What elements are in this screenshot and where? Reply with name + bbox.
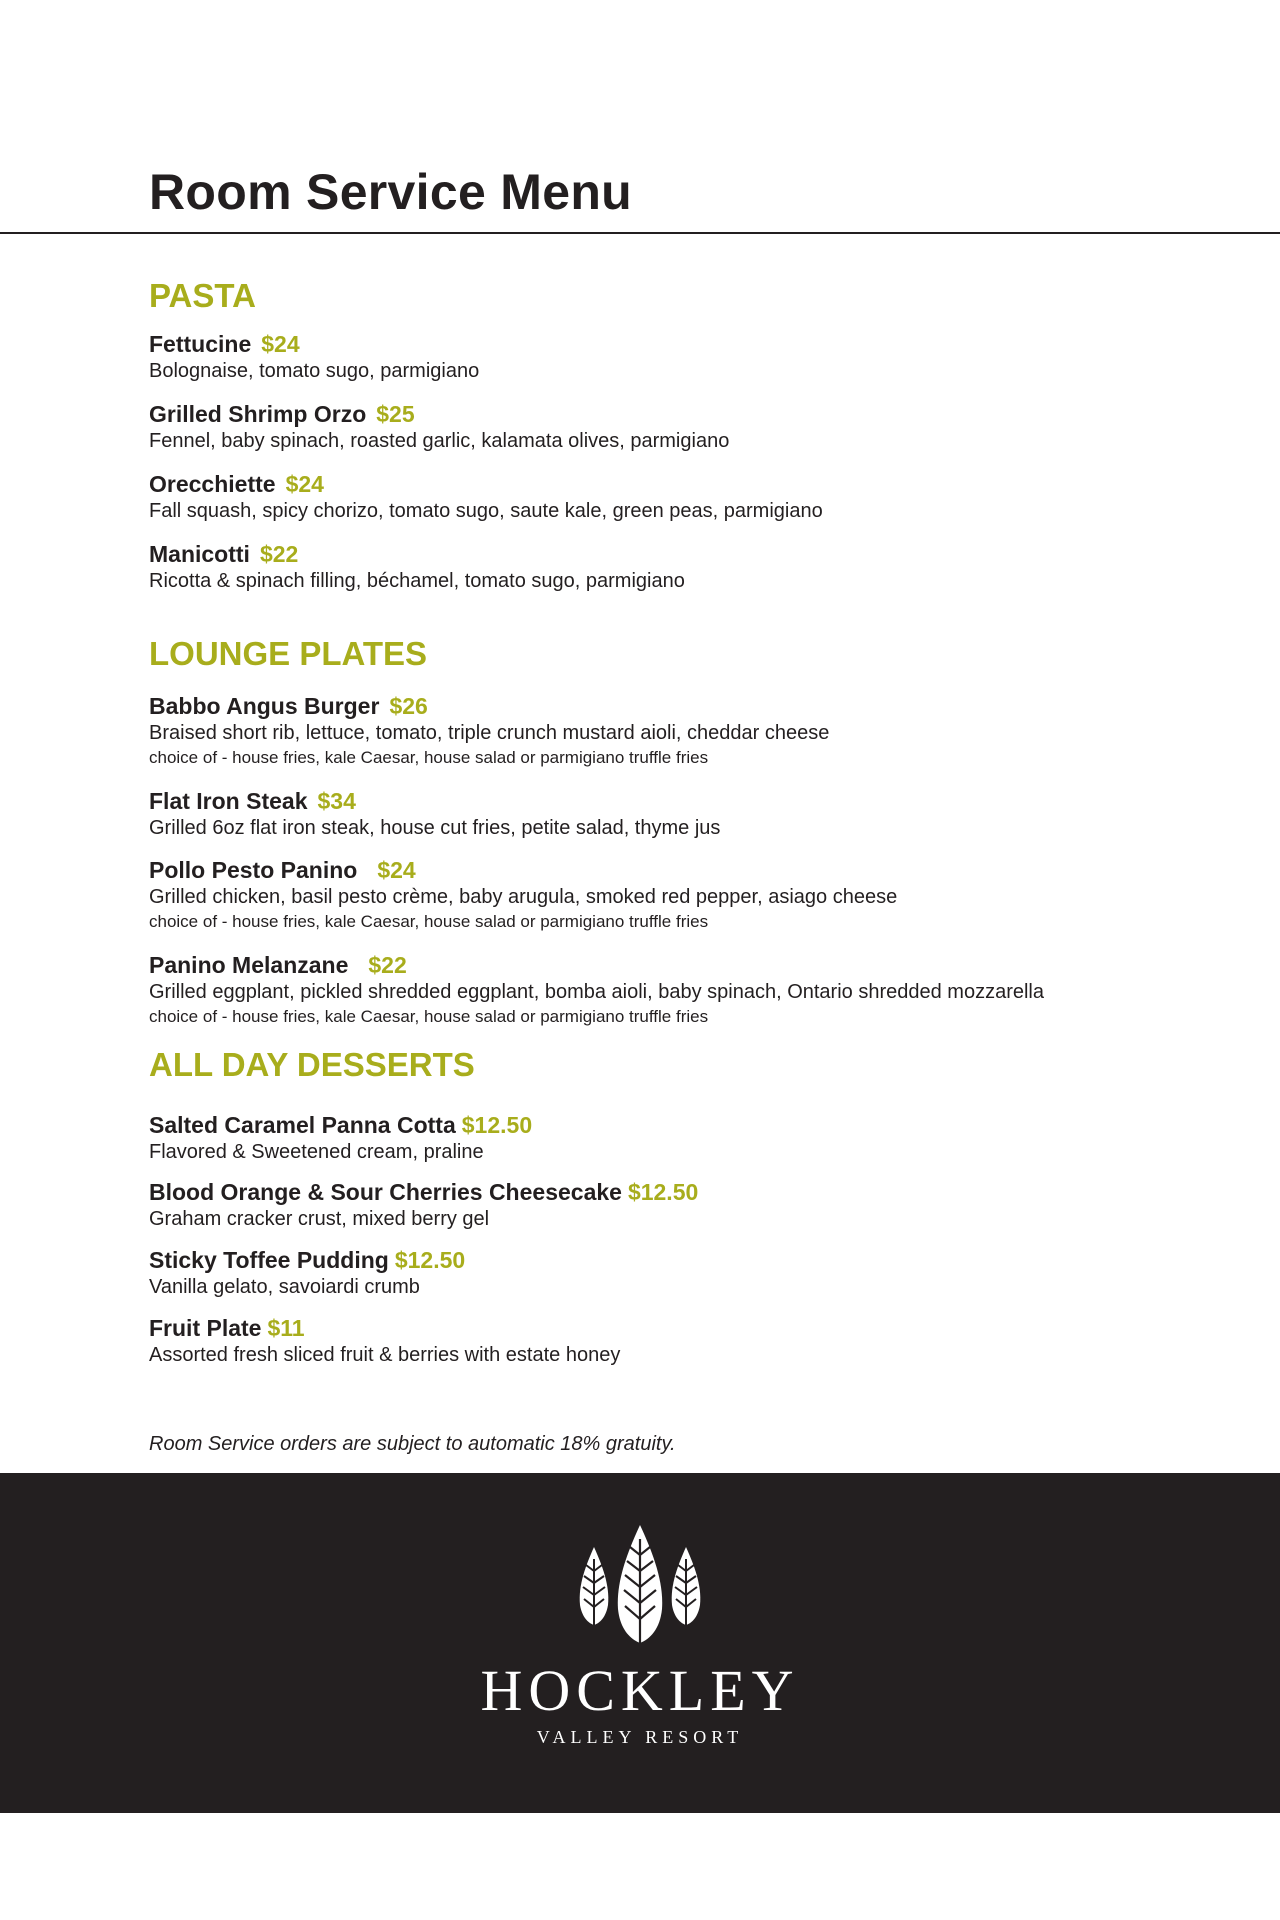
menu-item-pollo-pesto-panino [149,856,897,934]
item-name: Sticky Toffee Pudding [149,1247,389,1273]
menu-item-babbo-angus-burger [149,692,829,770]
item-description: Grilled eggplant, pickled shredded eggplant, bomba aioli, baby spinach, Ontario shredded mozzarella [149,981,1044,1003]
hockley-logo [0,1473,1280,1813]
item-name: Manicotti [149,541,250,567]
item-side-choice: choice of - house fries, kale Caesar, house salad or parmigiano truffle fries [149,1007,709,1026]
item-name: Blood Orange & Sour Cherries Cheesecake [149,1179,622,1205]
item-name: Salted Caramel Panna Cotta [149,1112,456,1138]
menu-item-sticky-toffee-pudding [149,1246,465,1300]
item-name: Grilled Shrimp Orzo [149,401,367,427]
title-divider [0,232,1280,234]
item-description: Fennel, baby spinach, roasted garlic, kalamata olives, parmigiano [149,430,730,452]
brand-name: HOCKLEY [480,1658,800,1723]
menu-item-manicotti [149,540,685,594]
brand-subtitle: VALLEY RESORT [536,1727,744,1747]
item-name: Pollo Pesto Panino [149,857,358,883]
item-description: Ricotta & spinach filling, béchamel, tomato sugo, parmigiano [149,570,685,592]
item-price: $26 [389,693,428,719]
menu-item-fettucine [149,330,479,384]
item-description: Grilled 6oz flat iron steak, house cut fries, petite salad, thyme jus [149,817,721,839]
menu-item-orecchiette [149,470,823,524]
item-description: Fall squash, spicy chorizo, tomato sugo, saute kale, green peas, parmigiano [149,500,823,522]
item-price: $12.50 [394,1247,466,1273]
item-name: Babbo Angus Burger [149,693,380,719]
menu-item-fruit-plate [149,1314,620,1368]
section-heading-all-day-desserts: ALL DAY DESSERTS [149,1046,475,1083]
item-name: Flat Iron Steak [149,788,308,814]
item-side-choice: choice of - house fries, kale Caesar, house salad or parmigiano truffle fries [149,912,709,931]
item-description: Graham cracker crust, mixed berry gel [149,1208,490,1230]
menu-item-grilled-shrimp-orzo [149,400,729,454]
section-heading-pasta: PASTA [149,277,256,314]
item-description: Assorted fresh sliced fruit & berries with estate honey [149,1344,621,1366]
page-title: Room Service Menu [149,164,633,220]
item-price: $12.50 [461,1112,533,1138]
menu-item-salted-caramel-panna-cotta [149,1111,532,1165]
item-description: Bolognaise, tomato sugo, parmigiano [149,360,480,382]
item-price: $25 [376,401,415,427]
item-name: Fruit Plate [149,1315,262,1341]
item-description: Vanilla gelato, savoiardi crumb [149,1276,420,1298]
item-name: Orecchiette [149,471,276,497]
item-price: $24 [261,331,300,357]
item-description: Grilled chicken, basil pesto crème, baby arugula, smoked red pepper, asiago cheese [149,886,898,908]
item-name: Fettucine [149,331,252,357]
item-price: $22 [368,952,407,978]
item-name: Panino Melanzane [149,952,349,978]
item-price: $11 [267,1315,305,1341]
item-price: $12.50 [627,1179,699,1205]
item-description: Flavored & Sweetened cream, praline [149,1141,484,1163]
menu-item-blood-orange-cheesecake [149,1178,698,1232]
section-heading-lounge-plates: LOUNGE PLATES [149,635,428,672]
item-price: $22 [259,541,299,567]
item-price: $24 [285,471,324,497]
menu-item-flat-iron-steak [149,787,720,841]
item-side-choice: choice of - house fries, kale Caesar, house salad or parmigiano truffle fries [149,748,709,767]
item-description: Braised short rib, lettuce, tomato, triple crunch mustard aioli, cheddar cheese [149,722,830,744]
item-price: $24 [377,857,416,883]
pine-trees-icon [574,1525,706,1645]
menu-item-panino-melanzane [149,951,1044,1029]
footer-banner [0,1473,1280,1813]
item-price: $34 [317,788,356,814]
gratuity-note: Room Service orders are subject to automatic 18% gratuity. [149,1433,676,1455]
